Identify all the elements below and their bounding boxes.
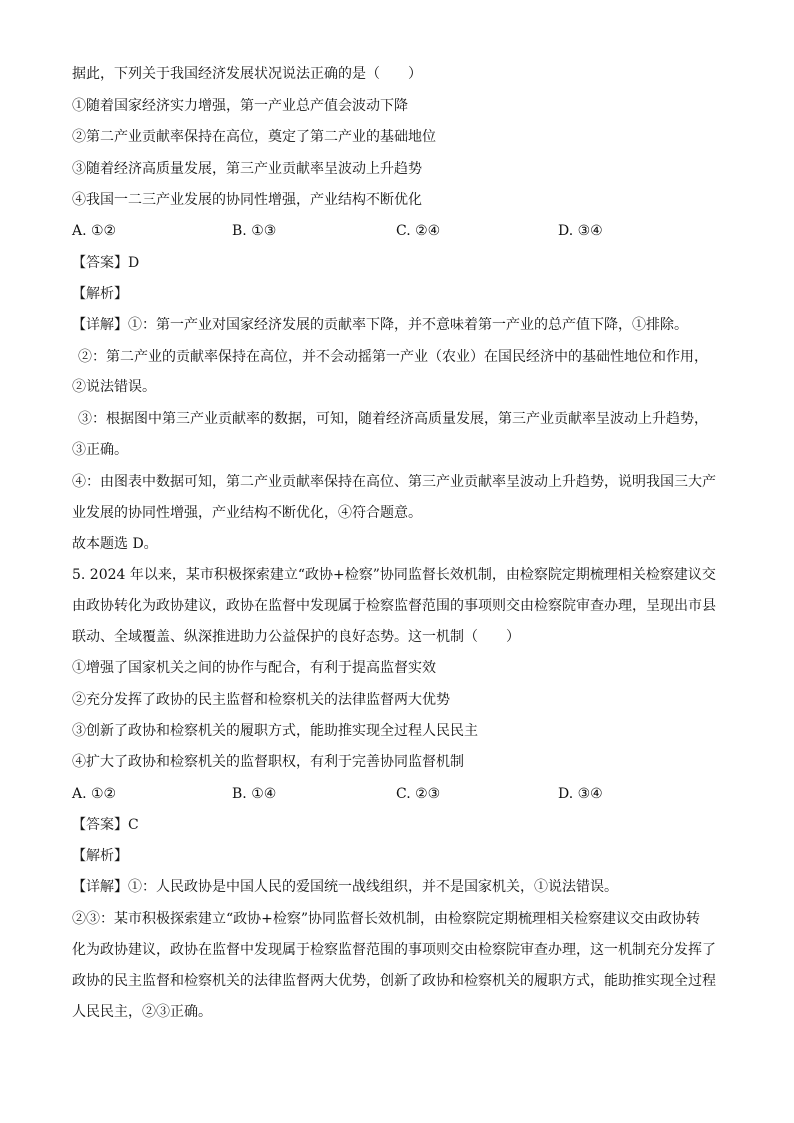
q5-explanation-line: ②③：某市积极探索建立“政协+检察”协同监督长效机制，由检察院定期梳理相关检察建议交由政协转 — [72, 911, 701, 927]
q5-statement-1: ①增强了国家机关之间的协作与配合，有利于提高监督实效 — [72, 660, 436, 676]
q5-analysis-label: 【解析】 — [72, 848, 128, 864]
q4-option-c: C. ②④ — [396, 223, 441, 239]
q4-explanation-line: ④：由图表中数据可知，第二产业贡献率保持在高位、第三产业贡献率呈波动上升趋势，说明我国三大产 — [72, 474, 716, 490]
q5-stem-line: 由政协转化为政协建议，政协在监督中发现属于检察监督范围的事项则交由检察院审查办理，呈现出市县 — [72, 598, 716, 614]
q4-analysis-label: 【解析】 — [72, 286, 128, 302]
q4-answer: 【答案】D — [72, 255, 140, 271]
q4-stem: 据此，下列关于我国经济发展状况说法正确的是（ ） — [72, 66, 422, 82]
q4-explanation-line: ②：第二产业的贡献率保持在高位，并不会动摇第一产业（农业）在国民经济中的基础性地位和作用， — [78, 349, 708, 365]
q4-statement-1: ①随着国家经济实力增强，第一产业总产值会波动下降 — [72, 98, 408, 114]
q4-explanation-line: 业发展的协同性增强，产业结构不断优化，④符合题意。 — [72, 505, 422, 521]
q4-explanation-line: 故本题选 D。 — [72, 536, 158, 552]
q4-option-a: A. ①② — [72, 223, 117, 239]
q4-explanation-line: ②说法错误。 — [72, 379, 156, 395]
q5-statement-4: ④扩大了政协和检察机关的监督职权，有利于完善协同监督机制 — [72, 754, 464, 770]
q4-statement-2: ②第二产业贡献率保持在高位，奠定了第二产业的基础地位 — [72, 129, 436, 145]
q4-statement-4: ④我国一二三产业发展的协同性增强，产业结构不断优化 — [72, 192, 422, 208]
q5-option-c: C. ②③ — [396, 786, 441, 802]
q5-explanation-line: 化为政协建议，政协在监督中发现属于检察监督范围的事项则交由检察院审查办理，这一机制充分发挥了 — [72, 942, 716, 958]
q4-explanation-line: 【详解】①：第一产业对国家经济发展的贡献率下降，并不意味着第一产业的总产值下降，①排除。 — [72, 317, 688, 333]
q5-option-a: A. ①② — [72, 786, 117, 802]
q4-option-b: B. ①③ — [232, 223, 277, 239]
q4-explanation-line: ③正确。 — [72, 442, 128, 458]
q4-explanation-line: ③：根据图中第三产业贡献率的数据，可知，随着经济高质量发展，第三产业贡献率呈波动上升趋势， — [78, 411, 708, 427]
q4-option-d: D. ③④ — [558, 223, 603, 239]
q5-option-d: D. ③④ — [558, 786, 603, 802]
q5-statement-3: ③创新了政协和检察机关的履职方式，能助推实现全过程人民民主 — [72, 723, 478, 739]
q5-stem-line: 联动、全域覆盖、纵深推进助力公益保护的良好态势。这一机制（ ） — [72, 629, 520, 645]
q5-explanation-line: 政协的民主监督和检察机关的法律监督两大优势，创新了政协和检察机关的履职方式，能助推实现全过程 — [72, 973, 716, 989]
q5-statement-2: ②充分发挥了政协的民主监督和检察机关的法律监督两大优势 — [72, 692, 450, 708]
q5-explanation-line: 【详解】①：人民政协是中国人民的爱国统一战线组织，并不是国家机关，①说法错误。 — [72, 879, 618, 895]
q4-statement-3: ③随着经济高质量发展，第三产业贡献率呈波动上升趋势 — [72, 161, 422, 177]
q5-option-b: B. ①④ — [232, 786, 277, 802]
q5-answer: 【答案】C — [72, 817, 139, 833]
q5-stem-line: 5. 2024 年以来，某市积极探索建立“政协+检察”协同监督长效机制，由检察院定期梳理相关检察建议交 — [72, 567, 716, 583]
q5-explanation-line: 人民民主，②③正确。 — [72, 1004, 212, 1020]
